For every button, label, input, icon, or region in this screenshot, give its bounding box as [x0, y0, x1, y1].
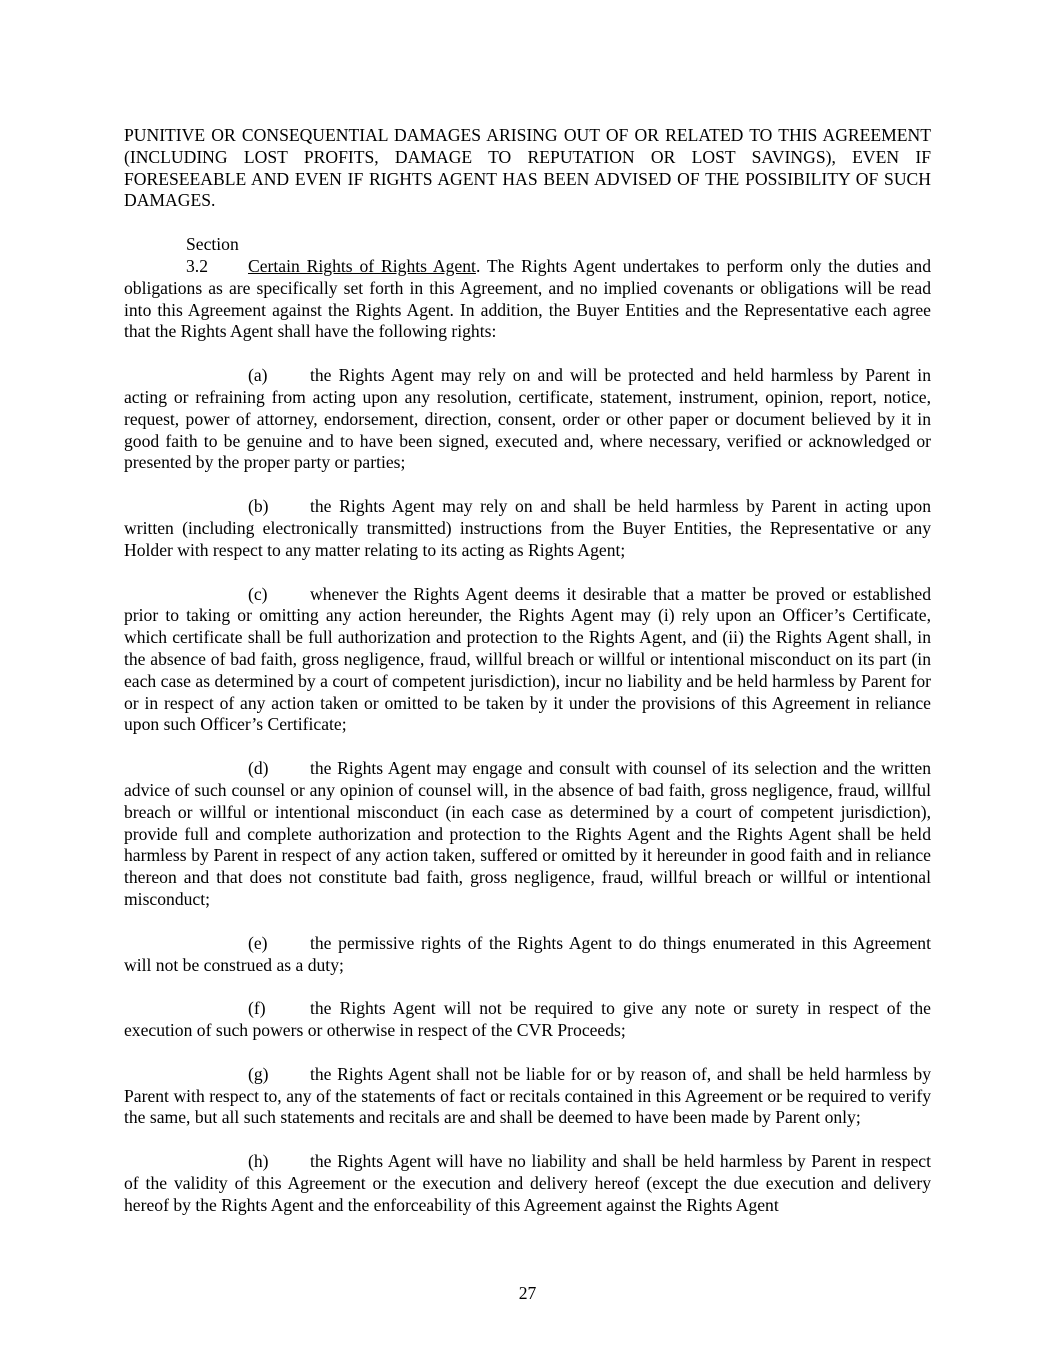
document-body — [124, 125, 931, 1217]
clause-a — [124, 365, 931, 474]
clause-label: (f) — [248, 998, 266, 1019]
clause-text: the Rights Agent will not be required to give any note or surety in respect of the execution of such powers or otherwise in respect of the CVR Proceeds; — [124, 998, 931, 1041]
clause-g — [124, 1064, 931, 1129]
clause-h — [124, 1151, 931, 1216]
clause-e — [124, 933, 931, 977]
clause-text: the Rights Agent may rely on and shall be held harmless by Parent in acting upon written (including electronically transmitted) instructions from the Buyer Entities, the Representative or any Holder with respect to any matter relating to its acting as Rights Agent; — [124, 496, 931, 560]
section-3-2-paragraph — [124, 234, 931, 343]
clause-text: the Rights Agent will have no liability and shall be held harmless by Parent in respect of the validity of this Agreement or the execution and delivery hereof (except the due execution and delivery hereof by the Rights Agent and the enforceability of this Agreement against the Rights Agent — [124, 1151, 931, 1215]
clause-label: (e) — [248, 932, 268, 953]
clause-label: (d) — [248, 758, 269, 779]
page-number: 27 — [518, 1283, 537, 1303]
section-text: . The Rights Agent undertakes to perform only the duties and obligations as are specifically set forth in this Agreement, and no implied covenants or obligations will be read into this Agreement against the Rights Agent. In addition, the Buyer Entities and the Representative each agree that the Rights Agent shall have the following rights: — [124, 255, 932, 342]
section-heading: Certain Rights of Rights Agent — [248, 255, 476, 276]
clause-text: the Rights Agent may rely on and will be protected and held harmless by Parent in acting or refraining from acting upon any resolution, certificate, statement, instrument, opinion, report, notice, request, power of attorney, endorsement, direction, consent, order or other paper or document believed by it in good faith to be genuine and to have been signed, executed and, where necessary, verified or acknowledged or presented by the proper party or parties; — [124, 365, 931, 473]
clause-b — [124, 496, 931, 561]
clause-label: (g) — [248, 1063, 269, 1084]
clause-f — [124, 998, 931, 1042]
clause-label: (h) — [248, 1151, 269, 1172]
section-number: Section 3.2 — [186, 234, 239, 276]
clause-label: (a) — [248, 365, 268, 386]
continuation-paragraph: PUNITIVE OR CONSEQUENTIAL DAMAGES ARISING OUT OF OR RELATED TO THIS AGREEMENT (INCLUDING LOST PROFITS, DAMAGE TO REPUTATION OR LOST SAVINGS), EVEN IF FORESEEABLE AND EVEN IF RIGHTS AGENT HAS BEEN ADVISED OF THE POSSIBILITY OF SUCH DAMAGES. — [124, 125, 931, 211]
clause-text: the Rights Agent may engage and consult with counsel of its selection and the written advice of such counsel or any opinion of counsel will, in the absence of bad faith, gross negligence, fraud, willful breach or willful or intentional misconduct (in each case as determined by a court of competent jurisdiction), provide full and complete authorization and protection to the Rights Agent and the Rights Agent shall be held harmless by Parent in respect of any action taken, suffered or omitted by it hereunder in good faith and in reliance thereon and that does not constitute bad faith, gross negligence, fraud, willful breach or willful or intentional misconduct; — [124, 758, 931, 909]
clause-d — [124, 758, 931, 911]
clause-text: the permissive rights of the Rights Agent to do things enumerated in this Agreement will not be construed as a duty; — [124, 932, 931, 975]
clause-label: (c) — [248, 583, 268, 604]
clause-label: (b) — [248, 496, 269, 517]
clause-text: whenever the Rights Agent deems it desirable that a matter be proved or established prior to taking or omitting any action hereunder, the Rights Agent may (i) rely upon an Officer’s Certificate, which certificate shall be full authorization and protection to the Rights Agent, and (ii) the Rights Agent shall, in the absence of bad faith, gross negligence, fraud, willful breach or willful or intentional misconduct on its part (in each case as determined by a court of competent jurisdiction), incur no liability and be held harmless by Parent for or in respect of any action taken or omitted to be taken by it under the provisions of this Agreement in reliance upon such Officer’s Certificate; — [124, 583, 931, 735]
clause-text: the Rights Agent shall not be liable for or by reason of, and shall be held harmless by Parent with respect to, any of the statements of fact or recitals contained in this Agreement or be required to verify the same, but all such statements and recitals are and shall be deemed to have been made by Parent only; — [124, 1063, 931, 1128]
clause-c — [124, 584, 931, 737]
